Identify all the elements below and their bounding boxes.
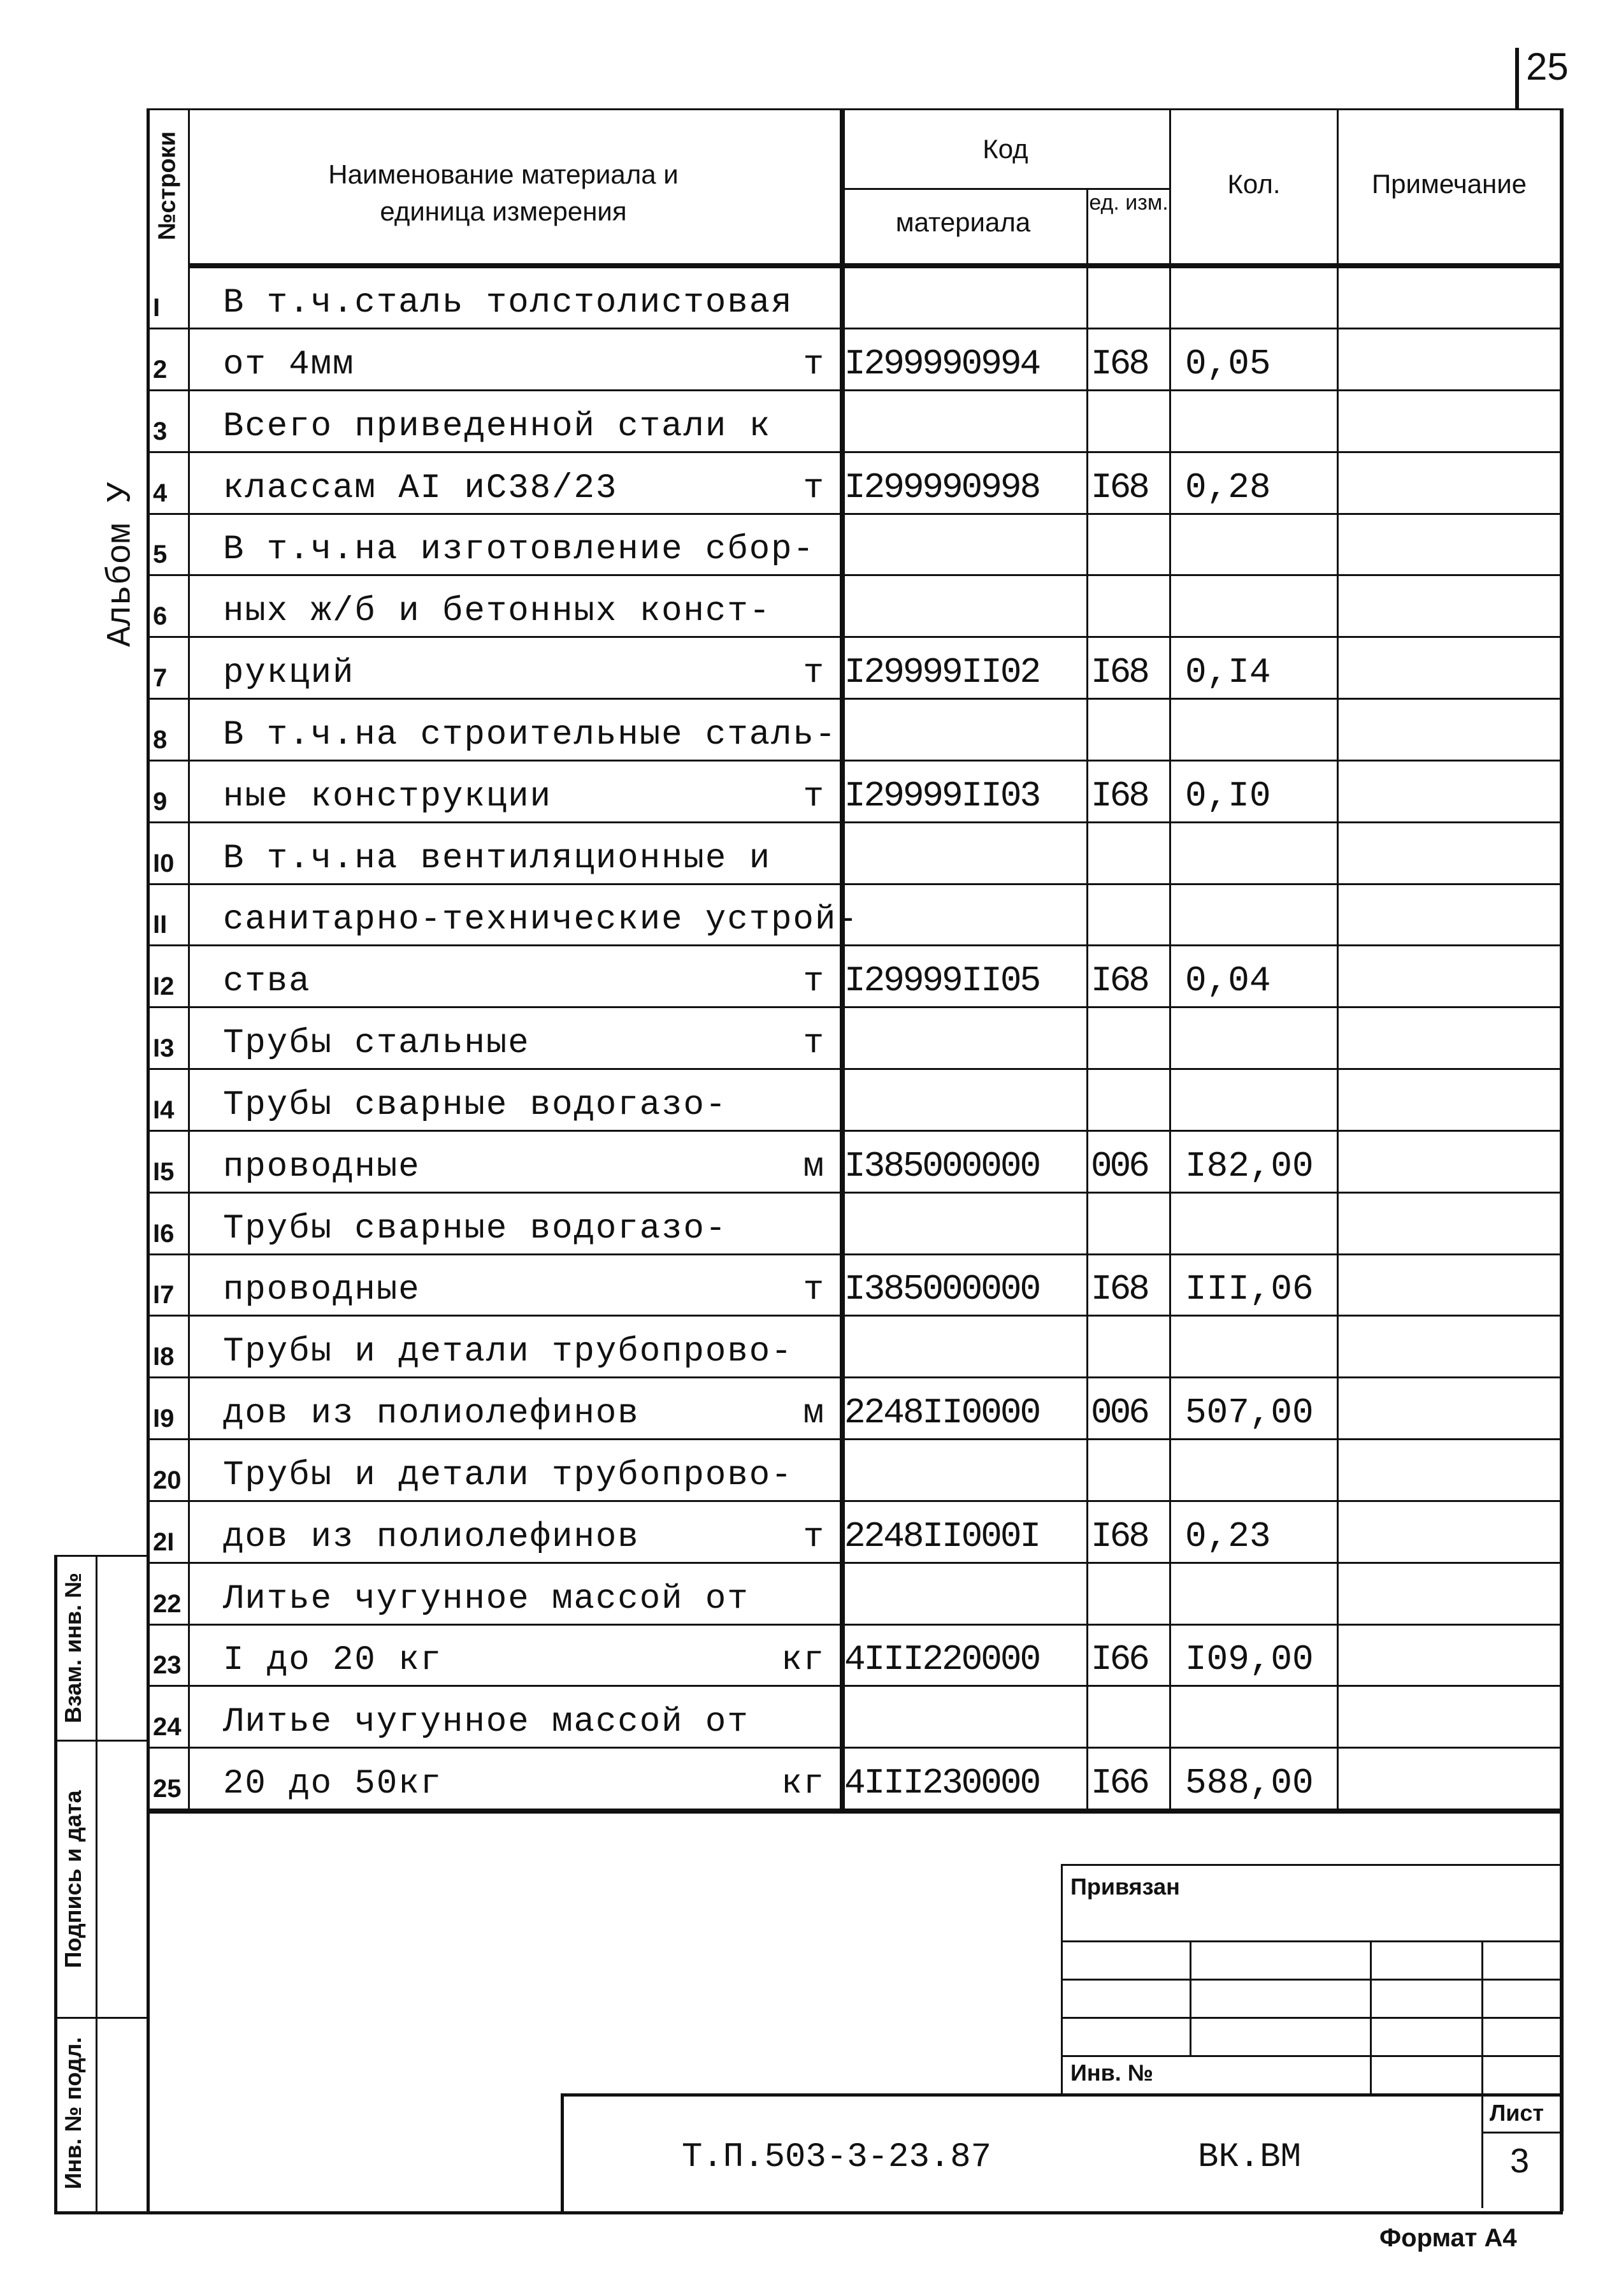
row-number: 25 bbox=[153, 1775, 182, 1803]
row-unit-code: I68 bbox=[1091, 1516, 1148, 1557]
album-label: Альбом У bbox=[101, 481, 141, 647]
row-name: В т.ч.сталь толстолистовая bbox=[223, 284, 793, 322]
row-qty: 0,04 bbox=[1185, 960, 1271, 1001]
row-name: В т.ч.на строительные сталь- bbox=[223, 716, 837, 755]
table-row bbox=[0, 944, 1619, 1006]
row-name: Трубы стальные bbox=[223, 1024, 530, 1063]
table-row bbox=[0, 266, 1619, 328]
row-number: I7 bbox=[153, 1281, 175, 1309]
row-number: 4 bbox=[153, 479, 168, 507]
row-name: классам AI иС38/23 bbox=[223, 469, 618, 508]
row-material-code: I29999II03 bbox=[844, 776, 1040, 816]
row-name: Литье чугунное массой от bbox=[223, 1580, 749, 1619]
row-name: Трубы и детали трубопрово- bbox=[223, 1456, 793, 1495]
row-unit-code: I68 bbox=[1091, 652, 1148, 693]
header-row-no: №строки bbox=[154, 131, 181, 240]
table-row bbox=[0, 1068, 1619, 1130]
row-number: I6 bbox=[153, 1220, 175, 1248]
row-unit: т bbox=[803, 777, 825, 816]
row-material-code: 2248II000I bbox=[844, 1516, 1040, 1557]
sheet-label: Лист bbox=[1490, 2100, 1544, 2126]
table-row bbox=[0, 328, 1619, 389]
row-unit: т bbox=[803, 1271, 825, 1310]
row-name: от 4мм bbox=[223, 345, 355, 384]
row-unit-code: I68 bbox=[1091, 343, 1148, 384]
sheet-number: 3 bbox=[1510, 2142, 1530, 2180]
row-number: 22 bbox=[153, 1590, 182, 1618]
header-name: Наименование материала и единица измерения bbox=[328, 159, 679, 226]
stamp-inv-podl: Инв. № подл. bbox=[60, 2037, 86, 2190]
row-unit-code: I66 bbox=[1091, 1763, 1148, 1803]
row-unit: т bbox=[803, 654, 825, 693]
row-unit: м bbox=[803, 1148, 825, 1187]
row-qty: I82,00 bbox=[1185, 1146, 1314, 1187]
header-qty: Кол. bbox=[1227, 169, 1281, 199]
row-number: I3 bbox=[153, 1034, 175, 1062]
header-code-material: материала bbox=[895, 207, 1031, 237]
row-unit: м bbox=[803, 1394, 825, 1433]
row-unit: т bbox=[803, 469, 825, 508]
row-name: ные конструкции bbox=[223, 777, 552, 816]
row-qty: 0,I0 bbox=[1185, 776, 1271, 816]
format-label: Формат А4 bbox=[1379, 2224, 1517, 2252]
row-unit-code: 006 bbox=[1091, 1392, 1148, 1433]
row-number: 7 bbox=[153, 664, 168, 692]
row-number: 2 bbox=[153, 356, 168, 384]
row-qty: 0,28 bbox=[1185, 467, 1271, 508]
privyazan-label: Привязан bbox=[1070, 1874, 1180, 1900]
row-name: проводные bbox=[223, 1271, 421, 1310]
doc-code: Т.П.503-3-23.87 bbox=[682, 2138, 992, 2177]
row-number: I5 bbox=[153, 1158, 175, 1186]
table-row bbox=[0, 1623, 1619, 1685]
table-row bbox=[0, 1006, 1619, 1068]
row-name: В т.ч.на вентиляционные и bbox=[223, 839, 772, 878]
table-row bbox=[0, 512, 1619, 574]
row-unit-code: I68 bbox=[1091, 1269, 1148, 1310]
row-number: 2I bbox=[153, 1528, 175, 1556]
row-qty: 0,05 bbox=[1185, 343, 1271, 384]
row-material-code: 4III220000 bbox=[844, 1639, 1040, 1680]
row-number: 23 bbox=[153, 1651, 182, 1679]
row-material-code: I299990994 bbox=[844, 343, 1040, 384]
row-unit-code: I66 bbox=[1091, 1639, 1148, 1680]
stamp-podpis: Подпись и дата bbox=[60, 1790, 86, 1968]
table-row bbox=[0, 574, 1619, 636]
row-name: проводные bbox=[223, 1148, 421, 1187]
row-number: II bbox=[153, 911, 168, 939]
row-qty: I09,00 bbox=[1185, 1639, 1314, 1680]
row-unit: т bbox=[803, 345, 825, 384]
header-note: Примечание bbox=[1371, 169, 1527, 199]
row-unit-code: I68 bbox=[1091, 960, 1148, 1001]
row-number: I bbox=[153, 294, 161, 322]
table-row bbox=[0, 821, 1619, 883]
row-number: 9 bbox=[153, 788, 168, 816]
row-name: ных ж/б и бетонных конст- bbox=[223, 592, 772, 631]
row-name: Трубы сварные водогазо- bbox=[223, 1086, 728, 1125]
page-number: 25 bbox=[1526, 45, 1569, 88]
page-number-bar bbox=[1515, 48, 1519, 108]
row-material-code: I299990998 bbox=[844, 467, 1040, 508]
table-row bbox=[0, 1192, 1619, 1253]
row-name: Литье чугунное массой от bbox=[223, 1703, 749, 1742]
row-name: санитарно-технические устрой- bbox=[223, 900, 859, 939]
row-name: Трубы сварные водогазо- bbox=[223, 1209, 728, 1248]
table-row bbox=[0, 698, 1619, 760]
row-name: Трубы и детали трубопрово- bbox=[223, 1332, 793, 1371]
table-row bbox=[0, 760, 1619, 821]
table-row bbox=[0, 1685, 1619, 1747]
row-name: 20 до 50кг bbox=[223, 1765, 443, 1803]
table-row bbox=[0, 389, 1619, 451]
row-number: I2 bbox=[153, 972, 175, 1000]
row-qty: 0,I4 bbox=[1185, 652, 1271, 693]
row-material-code: I385000000 bbox=[844, 1269, 1040, 1310]
table-row bbox=[0, 1438, 1619, 1500]
row-unit: т bbox=[803, 1518, 825, 1557]
row-number: 3 bbox=[153, 417, 168, 445]
table-row bbox=[0, 1130, 1619, 1192]
row-name: ства bbox=[223, 962, 311, 1001]
table-row bbox=[0, 636, 1619, 698]
row-qty: III,06 bbox=[1185, 1269, 1314, 1310]
row-number: 5 bbox=[153, 540, 168, 568]
row-name: рукций bbox=[223, 654, 355, 693]
stamp-vzam: Взам. инв. № bbox=[60, 1572, 86, 1724]
row-name: В т.ч.на изготовление сбор- bbox=[223, 530, 815, 569]
row-unit-code: I68 bbox=[1091, 467, 1148, 508]
row-number: I8 bbox=[153, 1343, 175, 1371]
table-row bbox=[0, 1376, 1619, 1438]
row-name: I до 20 кг bbox=[223, 1641, 443, 1680]
row-name: дов из полиолефинов bbox=[223, 1394, 640, 1433]
row-number: 24 bbox=[153, 1713, 182, 1741]
table-row bbox=[0, 1253, 1619, 1315]
table-row bbox=[0, 1747, 1619, 1809]
row-qty: 507,00 bbox=[1185, 1392, 1314, 1433]
row-unit: кг bbox=[781, 1641, 825, 1680]
table-row bbox=[0, 1500, 1619, 1562]
row-unit: т bbox=[803, 962, 825, 1001]
inv-no-label: Инв. № bbox=[1070, 2060, 1153, 2086]
table-row bbox=[0, 451, 1619, 513]
row-number: 6 bbox=[153, 602, 168, 630]
row-unit: т bbox=[803, 1024, 825, 1063]
row-name: Всего приведенной стали к bbox=[223, 407, 772, 446]
row-name: дов из полиолефинов bbox=[223, 1518, 640, 1557]
doc-mark: ВК.ВМ bbox=[1198, 2138, 1302, 2177]
table-row bbox=[0, 1562, 1619, 1624]
row-material-code: I29999II02 bbox=[844, 652, 1040, 693]
header-code-unit: ед. изм. bbox=[1089, 191, 1169, 215]
row-number: I9 bbox=[153, 1404, 175, 1433]
row-number: I0 bbox=[153, 849, 175, 877]
row-material-code: I385000000 bbox=[844, 1146, 1040, 1187]
row-material-code: 2248II0000 bbox=[844, 1392, 1040, 1433]
row-unit-code: 006 bbox=[1091, 1146, 1148, 1187]
row-material-code: I29999II05 bbox=[844, 960, 1040, 1001]
row-material-code: 4III230000 bbox=[844, 1763, 1040, 1803]
row-unit: кг bbox=[781, 1765, 825, 1803]
row-qty: 0,23 bbox=[1185, 1516, 1271, 1557]
table-row bbox=[0, 1315, 1619, 1376]
row-number: 8 bbox=[153, 726, 168, 754]
header-code: Код bbox=[982, 134, 1028, 164]
row-number: I4 bbox=[153, 1096, 175, 1124]
row-unit-code: I68 bbox=[1091, 776, 1148, 816]
row-number: 20 bbox=[153, 1466, 182, 1494]
row-qty: 588,00 bbox=[1185, 1763, 1314, 1803]
table-row bbox=[0, 883, 1619, 944]
